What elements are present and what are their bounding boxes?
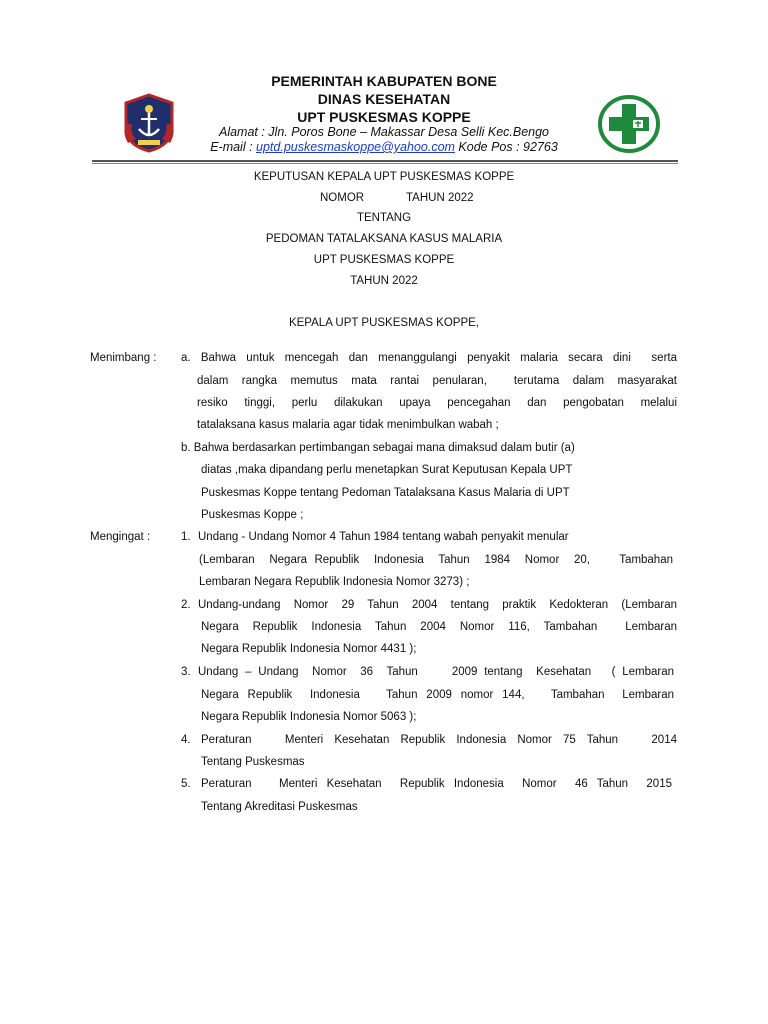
postal-code: Kode Pos : 92763 [454,140,558,154]
mengingat-item-line: Negara Republik Indonesia Tahun 2009 nomor 144, Tambahan Lembaran [201,689,674,701]
mengingat-item-line: Negara Republik Indonesia Nomor 5063 ); [201,711,417,723]
decree-nomor: NOMOR [320,192,365,204]
mengingat-item-line: Negara Republik Indonesia Tahun 2004 Nomor 116, Tambahan Lembaran [201,621,677,633]
decree-tentang: TENTANG [356,212,412,224]
mengingat-item-line: Peraturan Menteri Kesehatan Republik Indonesia Nomor 46 Tahun 2015 [201,778,672,790]
mengingat-item-line: Lembaran Negara Republik Indonesia Nomor 3273) ; [199,576,470,588]
mengingat-item-number: 3. [181,666,191,678]
mengingat-item-number: 2. [181,599,191,611]
menimbang-a-line: a. Bahwa untuk mencegah dan menanggulangi penyakit malaria secara dini serta [181,352,677,364]
mengingat-label: Mengingat : [90,531,151,543]
menimbang-label: Menimbang : [90,352,157,364]
menimbang-a-line: tatalaksana kasus malaria agar tidak menimbulkan wabah ; [197,419,499,431]
decree-subject: PEDOMAN TATALAKSANA KASUS MALARIA [265,233,503,245]
mengingat-item-line: Tentang Puskesmas [201,756,305,768]
mengingat-item-number: 1. [181,531,191,543]
menimbang-b-line: Puskesmas Koppe tentang Pedoman Tatalaksana Kasus Malaria di UPT [201,487,570,499]
mengingat-item-line: Peraturan Menteri Kesehatan Republik Indonesia Nomor 75 Tahun 2014 [201,734,677,746]
mengingat-item-number: 4. [181,734,191,746]
header-divider [92,160,678,162]
decree-org: UPT PUSKESMAS KOPPE [313,254,455,266]
mengingat-item-line: Undang – Undang Nomor 36 Tahun 2009 tentang Kesehatan ( Lembaran [198,666,674,678]
email-label: E-mail : [210,140,257,154]
mengingat-item-line: Negara Republik Indonesia Nomor 4431 ); [201,643,417,655]
header-contact [0,140,768,154]
decree-tahun: TAHUN 2022 [406,192,474,204]
decree-title: KEPUTUSAN KEPALA UPT PUSKESMAS KOPPE [253,171,515,183]
header-government: PEMERINTAH KABUPATEN BONE [271,73,497,89]
mengingat-item-line: Undang - Undang Nomor 4 Tahun 1984 tentang wabah penyakit menular [198,531,569,543]
mengingat-item-line: Tentang Akreditasi Puskesmas [201,801,358,813]
menimbang-b-line: Puskesmas Koppe ; [201,509,304,521]
menimbang-a-line: dalam rangka memutus mata rantai penularan, terutama dalam masyarakat [197,375,677,387]
mengingat-item-line: Undang-undang Nomor 29 Tahun 2004 tentang praktik Kedokteran (Lembaran [198,599,677,611]
kepala-heading: KEPALA UPT PUSKESMAS KOPPE, [288,317,480,329]
email-link[interactable]: uptd.puskesmaskoppe@yahoo.com [256,140,455,154]
mengingat-item-number: 5. [181,778,191,790]
header-puskesmas: UPT PUSKESMAS KOPPE [297,109,471,125]
menimbang-a-line: resiko tinggi, perlu dilakukan upaya pencegahan dan pengobatan melalui [197,397,677,409]
menimbang-b-line: diatas ,maka dipandang perlu menetapkan Surat Keputusan Kepala UPT [201,464,573,476]
header-department: DINAS KESEHATAN [317,91,451,107]
header-divider-thin [92,163,678,164]
menimbang-b-line: b. Bahwa berdasarkan pertimbangan sebagai mana dimaksud dalam butir (a) [181,442,575,454]
header-address: Alamat : Jln. Poros Bone – Makassar Desa Selli Kec.Bengo [218,125,550,139]
mengingat-item-line: (Lembaran Negara Republik Indonesia Tahun 1984 Nomor 20, Tambahan [199,554,673,566]
decree-year: TAHUN 2022 [350,275,418,287]
